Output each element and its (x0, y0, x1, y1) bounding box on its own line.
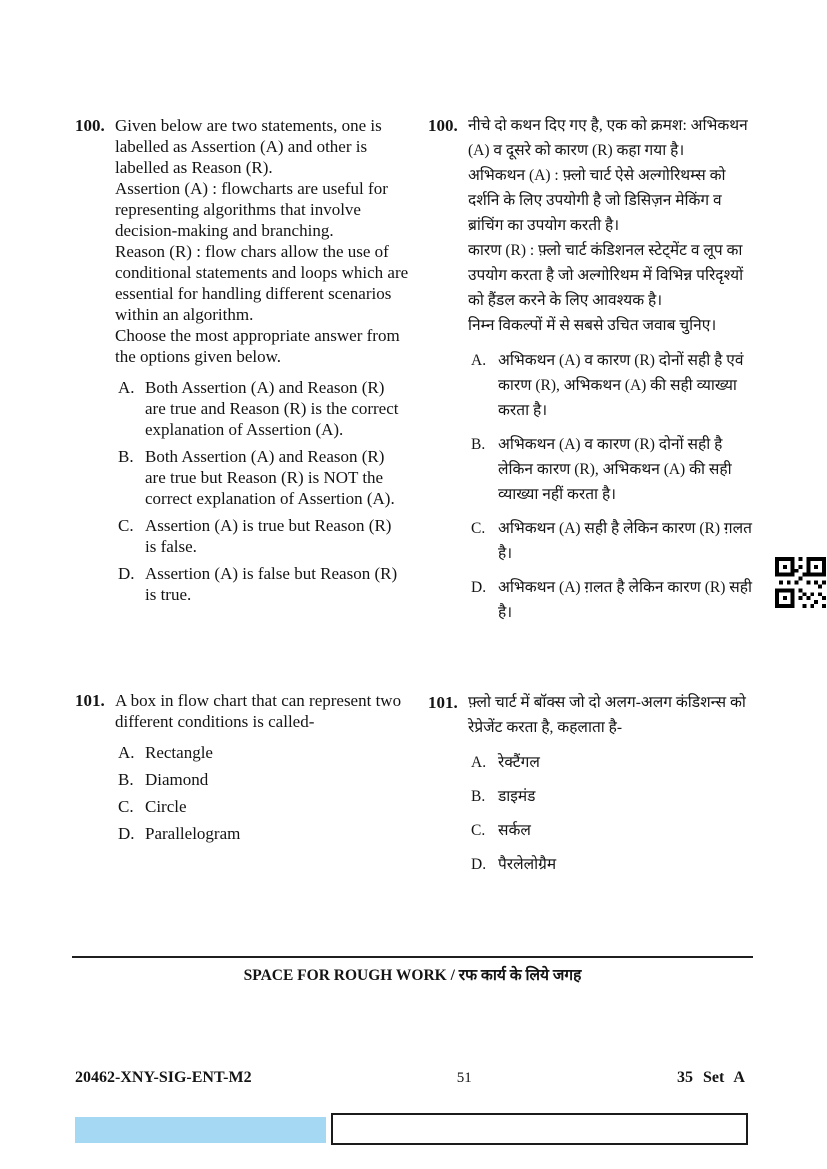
question-intro: फ़्लो चार्ट में बॉक्स जो दो अलग-अलग कंडिशन्स को रेप्रेजेंट करता है, कहलाता है- (468, 694, 746, 736)
option-text: Both Assertion (A) and Reason (R) are true and Reason (R) is the correct explanation of Assertion (A). (145, 378, 399, 439)
question-number: 100. (428, 116, 458, 135)
option-row-a (468, 750, 760, 775)
instruction-text: Choose the most appropriate answer from the options given below. (115, 326, 400, 366)
assertion-statement: Assertion (A) : flowcharts are useful for representing algorithms that involve decision-making and branching. (115, 179, 388, 240)
question-number: 101. (75, 691, 105, 710)
page-footer (75, 1069, 745, 1087)
question-body (115, 690, 412, 850)
question-100-english (75, 115, 412, 611)
option-text: Both Assertion (A) and Reason (R) are true but Reason (R) is NOT the correct explanation of Assertion (A). (145, 447, 395, 508)
option-row-d (468, 575, 760, 625)
option-letter: B. (471, 788, 486, 805)
response-box (331, 1113, 748, 1145)
question-number: 100. (75, 116, 105, 135)
option-text: Rectangle (145, 743, 213, 762)
option-text: Assertion (A) is true but Reason (R) is false. (145, 516, 392, 556)
qr-code (775, 557, 826, 608)
option-row-c (468, 516, 760, 566)
option-text: अभिकथन (A) व कारण (R) दोनों सही है एवं कारण (R), अभिकथन (A) की सही व्याख्या करता है। (498, 352, 744, 419)
rough-work-title: SPACE FOR ROUGH WORK / रफ कार्य के लिये जगह (243, 967, 582, 984)
option-row-d (115, 563, 412, 605)
footer-booklet-code: 20462-XNY-SIG-ENT-M2 (75, 1069, 252, 1086)
question-body (115, 115, 412, 611)
option-text: अभिकथन (A) व कारण (R) दोनों सही है लेकिन कारण (R), अभिकथन (A) की सही व्याख्या नहीं करता है। (498, 436, 732, 503)
option-letter: A. (118, 378, 135, 397)
options-list (468, 750, 760, 877)
option-letter: C. (471, 822, 486, 839)
option-row-a (115, 742, 412, 763)
option-letter: C. (118, 797, 134, 816)
option-text: Circle (145, 797, 187, 816)
option-text: अभिकथन (A) सही है लेकिन कारण (R) ग़लत है। (498, 520, 752, 562)
option-letter: C. (471, 520, 486, 537)
option-letter: A. (471, 352, 487, 369)
option-text: Parallelogram (145, 824, 241, 843)
option-text: डाइमंड (498, 788, 536, 805)
option-row-c (115, 515, 412, 557)
option-row-a (468, 348, 760, 423)
reason-statement: कारण (R) : फ़्लो चार्ट कंडिशनल स्टेट्मेंट व लूप का उपयोग करता है जो अल्गोरिथम में विभिन्न परिदृश्यों को हैंडल करने के लिए आवश्यक है। (468, 242, 744, 309)
option-row-c (115, 796, 412, 817)
highlight-bar-blue (75, 1117, 326, 1143)
option-letter: D. (118, 824, 135, 843)
option-row-b (468, 432, 760, 507)
option-letter: C. (118, 516, 134, 535)
option-row-d (115, 823, 412, 844)
option-letter: D. (118, 564, 135, 583)
option-letter: A. (471, 754, 487, 771)
assertion-statement: अभिकथन (A) : फ़्लो चार्ट ऐसे अल्गोरिथम्स को दर्शनि के लिए उपयोगी है जो डिसिज़न मेकिंग व ब्रांचिंग का उपयोग करती है। (468, 167, 726, 234)
option-text: अभिकथन (A) ग़लत है लेकिन कारण (R) सही है। (498, 579, 752, 621)
option-row-d (468, 852, 760, 877)
option-text: सर्कल (498, 822, 531, 839)
question-100-hindi (428, 113, 760, 634)
qr-code-graphic (775, 557, 826, 608)
option-letter: B. (118, 447, 134, 466)
option-letter: B. (471, 436, 486, 453)
options-list (115, 742, 412, 844)
footer-page-number: 51 (456, 1070, 472, 1086)
option-letter: A. (118, 743, 135, 762)
question-body (468, 690, 760, 886)
option-row-b (115, 446, 412, 509)
question-intro: नीचे दो कथन दिए गए है, एक को क्रमश: अभिकथन (A) व दूसरे को कारण (R) कहा गया है। (468, 117, 748, 159)
option-text: Assertion (A) is false but Reason (R) is true. (145, 564, 398, 604)
option-text: Diamond (145, 770, 209, 789)
question-body (468, 113, 760, 634)
question-101-english (75, 690, 412, 850)
question-intro: Given below are two statements, one is labelled as Assertion (A) and other is labelled as Reason (R). (115, 116, 382, 177)
option-row-a (115, 377, 412, 440)
question-number: 101. (428, 693, 458, 712)
instruction-text: निम्न विकल्पों में से सबसे उचित जवाब चुनिए। (468, 317, 717, 334)
reason-statement: Reason (R) : flow chars allow the use of conditional statements and loops which are essential for handling different scenarios within an algorithm. (115, 242, 409, 324)
option-row-c (468, 818, 760, 843)
option-letter: B. (118, 770, 134, 789)
question-intro: A box in flow chart that can represent two different conditions is called- (115, 691, 402, 731)
options-list (468, 348, 760, 625)
options-list (115, 377, 412, 605)
footer-set-label: 35 Set A (676, 1069, 745, 1086)
option-text: रेक्टैंगल (498, 754, 540, 771)
option-row-b (468, 784, 760, 809)
option-letter: D. (471, 856, 487, 873)
rough-work-section (72, 956, 753, 985)
option-row-b (115, 769, 412, 790)
question-101-hindi (428, 690, 760, 886)
option-text: पैरलेलोग्रैम (498, 856, 557, 873)
option-letter: D. (471, 579, 487, 596)
